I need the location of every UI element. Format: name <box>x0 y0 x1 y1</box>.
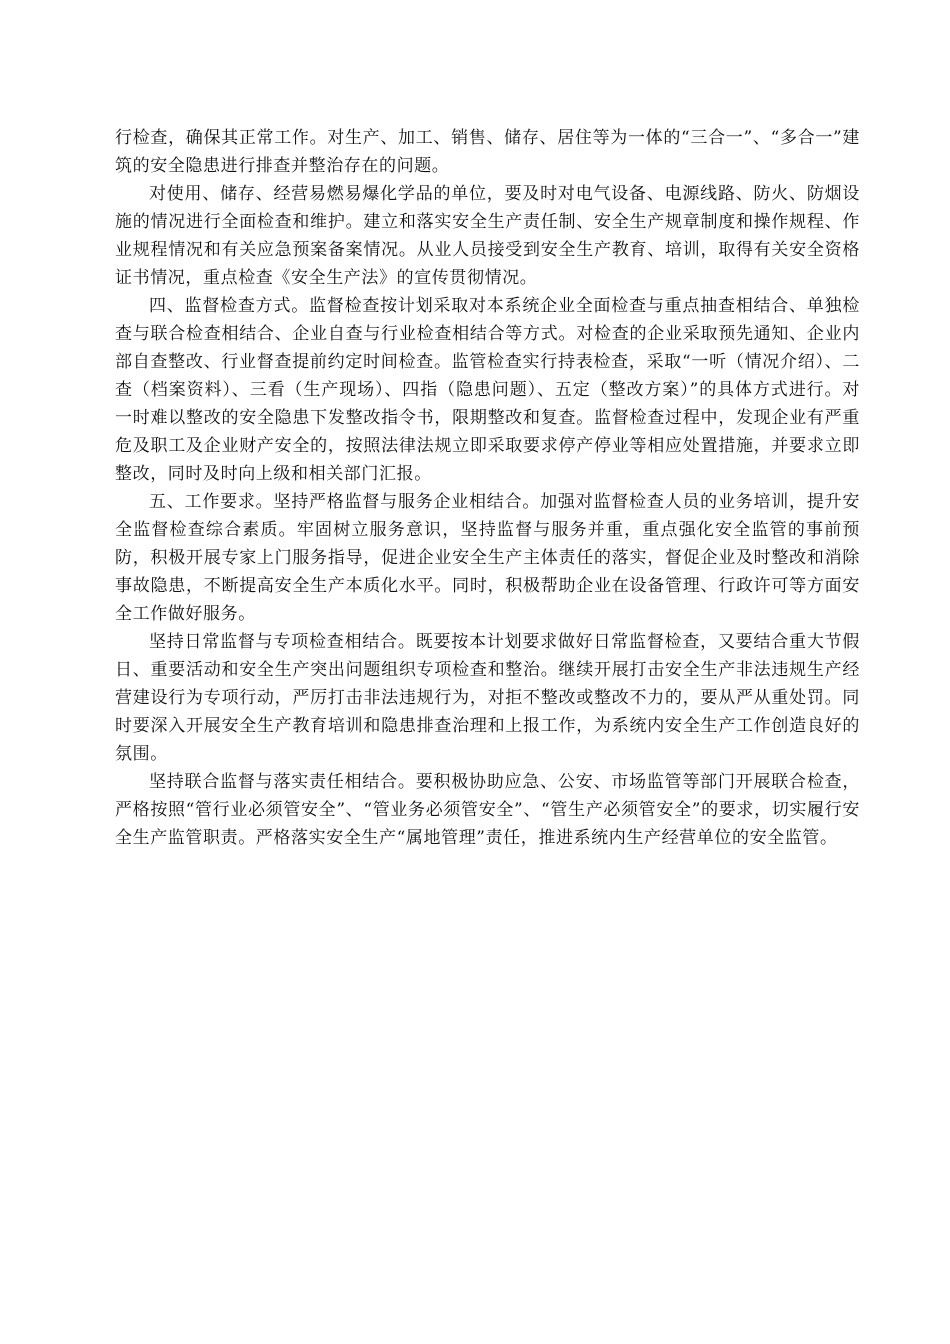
paragraph-hazardous-chemicals: 对使用、储存、经营易燃易爆化学品的单位，要及时对电气设备、电源线路、防火、防烟设施的情况进行全面检查和维护。建立和落实安全生产责任制、安全生产规章制度和操作规程、作业规程情况和有关应急预案备案情况。从业人员接受到安全生产教育、培训，取得有关安全资格证书情况，重点检查《安全生产法》的宣传贯彻情况。 <box>115 184 860 288</box>
paragraph-routine-and-special-inspection: 坚持日常监督与专项检查相结合。既要按本计划要求做好日常监督检查，又要结合重大节假日、重要活动和安全生产突出问题组织专项检查和整治。继续开展打击安全生产非法违规生产经营建设行为专项行动，严厉打击非法违规行为，对拒不整改或整改不力的，要从严从重处罚。同时要深入开展安全生产教育培训和隐患排查治理和上报工作，为系统内安全生产工作创造良好的氛围。 <box>115 632 860 764</box>
paragraph-continued-inspection: 行检查，确保其正常工作。对生产、加工、销售、储存、居住等为一体的“三合一”、“多合一”建筑的安全隐患进行排查并整治存在的问题。 <box>115 128 860 176</box>
paragraph-work-requirements: 五、工作要求。坚持严格监督与服务企业相结合。加强对监督检查人员的业务培训，提升安全监督检查综合素质。牢固树立服务意识，坚持监督与服务并重，重点强化安全监管的事前预防，积极开展专家上门服务指导，促进企业安全生产主体责任的落实，督促企业及时整改和消除事故隐患，不断提高安全生产本质化水平。同时，积极帮助企业在设备管理、行政许可等方面安全工作做好服务。 <box>115 492 860 624</box>
paragraph-inspection-methods: 四、监督检查方式。监督检查按计划采取对本系统企业全面检查与重点抽查相结合、单独检查与联合检查相结合、企业自查与行业检查相结合等方式。对检查的企业采取预先通知、企业内部自查整改、行业督查提前约定时间检查。监管检查实行持表检查，采取“一听（情况介绍）、二查（档案资料）、三看（生产现场）、四指（隐患问题）、五定（整改方案）”的具体方式进行。对一时难以整改的安全隐患下发整改指令书，限期整改和复查。监督检查过程中，发现企业有严重危及职工及企业财产安全的，按照法律法规立即采取要求停产停业等相应处置措施，并要求立即整改，同时及时向上级和相关部门汇报。 <box>115 296 860 484</box>
paragraph-joint-supervision: 坚持联合监督与落实责任相结合。要积极协助应急、公安、市场监管等部门开展联合检查，严格按照“管行业必须管安全”、“管业务必须管安全”、“管生产必须管安全”的要求，切实履行安全生产监管职责。严格落实安全生产“属地管理”责任，推进系统内生产经营单位的安全监管。 <box>115 772 860 848</box>
document-body <box>115 124 860 852</box>
